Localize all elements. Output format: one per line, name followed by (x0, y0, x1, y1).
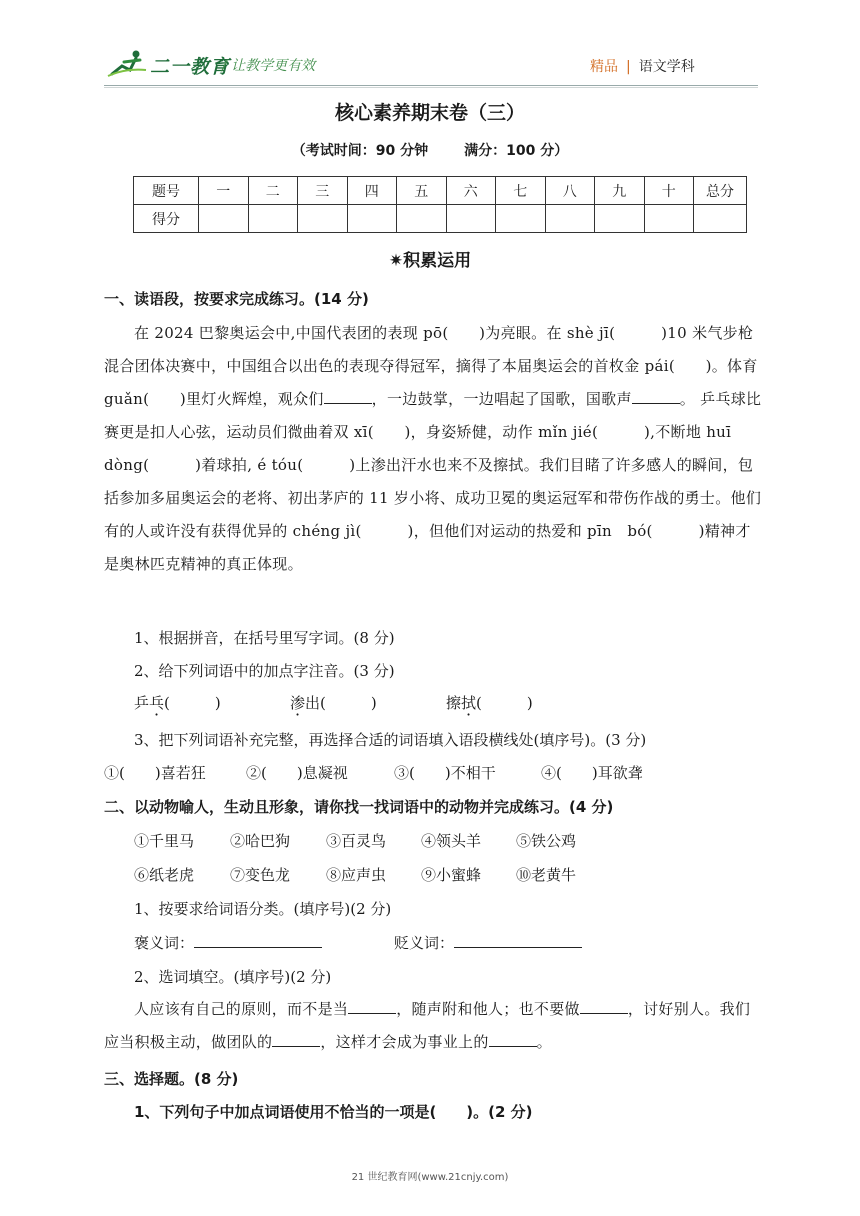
table-cell: 四 (347, 177, 397, 205)
blank-line[interactable] (580, 999, 628, 1014)
q1-sub3: 3、把下列词语补充完整，再选择合适的词语填入语段横线处(填序号)。(3 分) (134, 731, 647, 749)
table-cell: 三 (298, 177, 348, 205)
q1-sub1: 1、根据拼音，在括号里写字词。(8 分) (134, 629, 395, 647)
table-cell: 十 (644, 177, 694, 205)
derogatory-label: 贬义词： (394, 934, 455, 952)
idiom-4: ④( )耳欲聋 (541, 764, 643, 782)
score-cell[interactable] (347, 205, 397, 233)
animal-word: ②哈巴狗 (230, 832, 291, 850)
blank-line[interactable] (632, 389, 680, 404)
idiom-1: ①( )喜若狂 (104, 764, 206, 782)
question-1-passage (104, 317, 764, 581)
table-cell: 九 (595, 177, 645, 205)
blank-line[interactable] (348, 999, 396, 1014)
table-cell: 一 (199, 177, 249, 205)
table-cell: 八 (545, 177, 595, 205)
passage-text: 在 2024 巴黎奥运会中,中国代表团的表现 pō( )为亮眼。在 shè jī( )10 米气步枪混合团体决赛中，中国组合以出色的表现夺得冠军，摘得了本届奥运会的首枚金 pái( )。体育 guǎn( )里灯火辉煌，观众们 (104, 324, 758, 408)
question-1-heading: 一、读语段，按要求完成练习。(14 分) (104, 290, 369, 308)
score-table-score-row (134, 205, 747, 233)
header-separator: | (626, 59, 631, 75)
answer-line[interactable] (194, 933, 322, 948)
quality-badge: 精品 (590, 59, 618, 75)
passage-text: ，一边鼓掌，一边唱起了国歌，国歌声 (371, 390, 632, 408)
score-cell[interactable] (298, 205, 348, 233)
table-cell: 得分 (134, 205, 199, 233)
animal-word: ⑧应声虫 (326, 866, 387, 884)
q3-sub1: 1、下列句子中加点词语使用不恰当的一项是( )。(2 分) (134, 1103, 533, 1121)
animal-word: ③百灵鸟 (326, 832, 387, 850)
score-cell[interactable] (694, 205, 747, 233)
blank-line[interactable] (489, 1032, 537, 1047)
table-cell: 题号 (134, 177, 199, 205)
animal-word: ①千里马 (134, 832, 195, 850)
header-divider (104, 85, 758, 86)
table-cell: 总分 (694, 177, 747, 205)
q1-sub2-item-c: 擦拭( ) (446, 694, 533, 712)
dotted-char: 拭 (461, 694, 477, 712)
animal-word: ④领头羊 (421, 832, 482, 850)
q1-sub2-item-b: 渗出( ) (290, 694, 377, 712)
score-cell[interactable] (248, 205, 298, 233)
q1-sub2: 2、给下列词语中的加点字注音。(3 分) (134, 662, 395, 680)
score-table-header-row (134, 177, 747, 205)
score-cell[interactable] (397, 205, 447, 233)
score-cell[interactable] (199, 205, 249, 233)
animal-word: ⑩老黄牛 (516, 866, 577, 884)
footer: 21 世纪教育网(www.21cnjy.com) (351, 1172, 509, 1183)
score-cell[interactable] (644, 205, 694, 233)
blank-line[interactable] (272, 1032, 320, 1047)
header-right (590, 56, 695, 76)
q2-fill-passage: 人应该有自己的原则，而不是当 ，随声附和他人；也不要做 ，讨好别人。我们应当积极主动，做团队的 ，这样才会成为事业上的 。 (104, 1000, 751, 1051)
question-2-heading: 二、以动物喻人，生动且形象，请你找一找词语中的动物并完成练习。(4 分) (104, 798, 614, 816)
q2-sub2: 2、选词填空。(填序号)(2 分) (134, 968, 332, 986)
subject-label: 语文学科 (638, 59, 695, 75)
dotted-char: 乓 (149, 694, 165, 712)
answer-line[interactable] (454, 933, 582, 948)
praise-label: 褒义词： (134, 934, 195, 952)
passage-text: 。 乒乓球比赛更是扣人心弦，运动员们微曲着双 xī( )，身姿矫健，动作 mǐn jié( ),不断地 huī dòng( )着球拍, é tóu( )上渗出汗水也来不及擦拭。我们目睹了许多感人的瞬间，包括参加多届奥运会的老将、初出茅庐的 11 岁小将、成功卫冕的奥运冠军和带伤作战的勇士。他们有的人或许没有获得优异的 chéng jì( )，但他们对运动的热爱和 pīn bó( )精神才是奥林匹克精神的真正体现。 (104, 390, 762, 573)
dotted-char: 渗 (290, 694, 306, 712)
score-cell[interactable] (595, 205, 645, 233)
score-cell[interactable] (446, 205, 496, 233)
exam-time: （考试时间：90 分钟 (291, 143, 429, 159)
exam-info (0, 140, 860, 160)
table-cell: 五 (397, 177, 447, 205)
idiom-2: ②( )息凝视 (246, 764, 348, 782)
animal-word: ⑦变色龙 (230, 866, 291, 884)
q2-sub1: 1、按要求给词语分类。(填序号)(2 分) (134, 900, 392, 918)
page-title: 核心素养期末卷（三） (334, 102, 525, 124)
praise-words-row (134, 932, 322, 953)
blank-line[interactable] (324, 389, 372, 404)
score-cell[interactable] (545, 205, 595, 233)
section-title: ✷积累运用 (388, 251, 472, 271)
table-cell: 二 (248, 177, 298, 205)
q1-sub2-item-a: 乒乓( ) (134, 694, 221, 712)
question-3-heading: 三、选择题。(8 分) (104, 1070, 239, 1088)
score-table (133, 176, 747, 233)
table-cell: 六 (446, 177, 496, 205)
header-divider-2 (104, 87, 758, 88)
idiom-3: ③( )不相干 (394, 764, 496, 782)
animal-word: ⑤铁公鸡 (516, 832, 577, 850)
brand-logo-text: 二一教育 (150, 56, 231, 78)
animal-word: ⑨小蜜蜂 (421, 866, 482, 884)
table-cell: 七 (496, 177, 546, 205)
score-cell[interactable] (496, 205, 546, 233)
exam-full-score: 满分：100 分） (464, 143, 569, 159)
animal-word: ⑥纸老虎 (134, 866, 195, 884)
slogan: / 让教学更有效 (222, 58, 316, 74)
derogatory-words-row (394, 932, 582, 953)
